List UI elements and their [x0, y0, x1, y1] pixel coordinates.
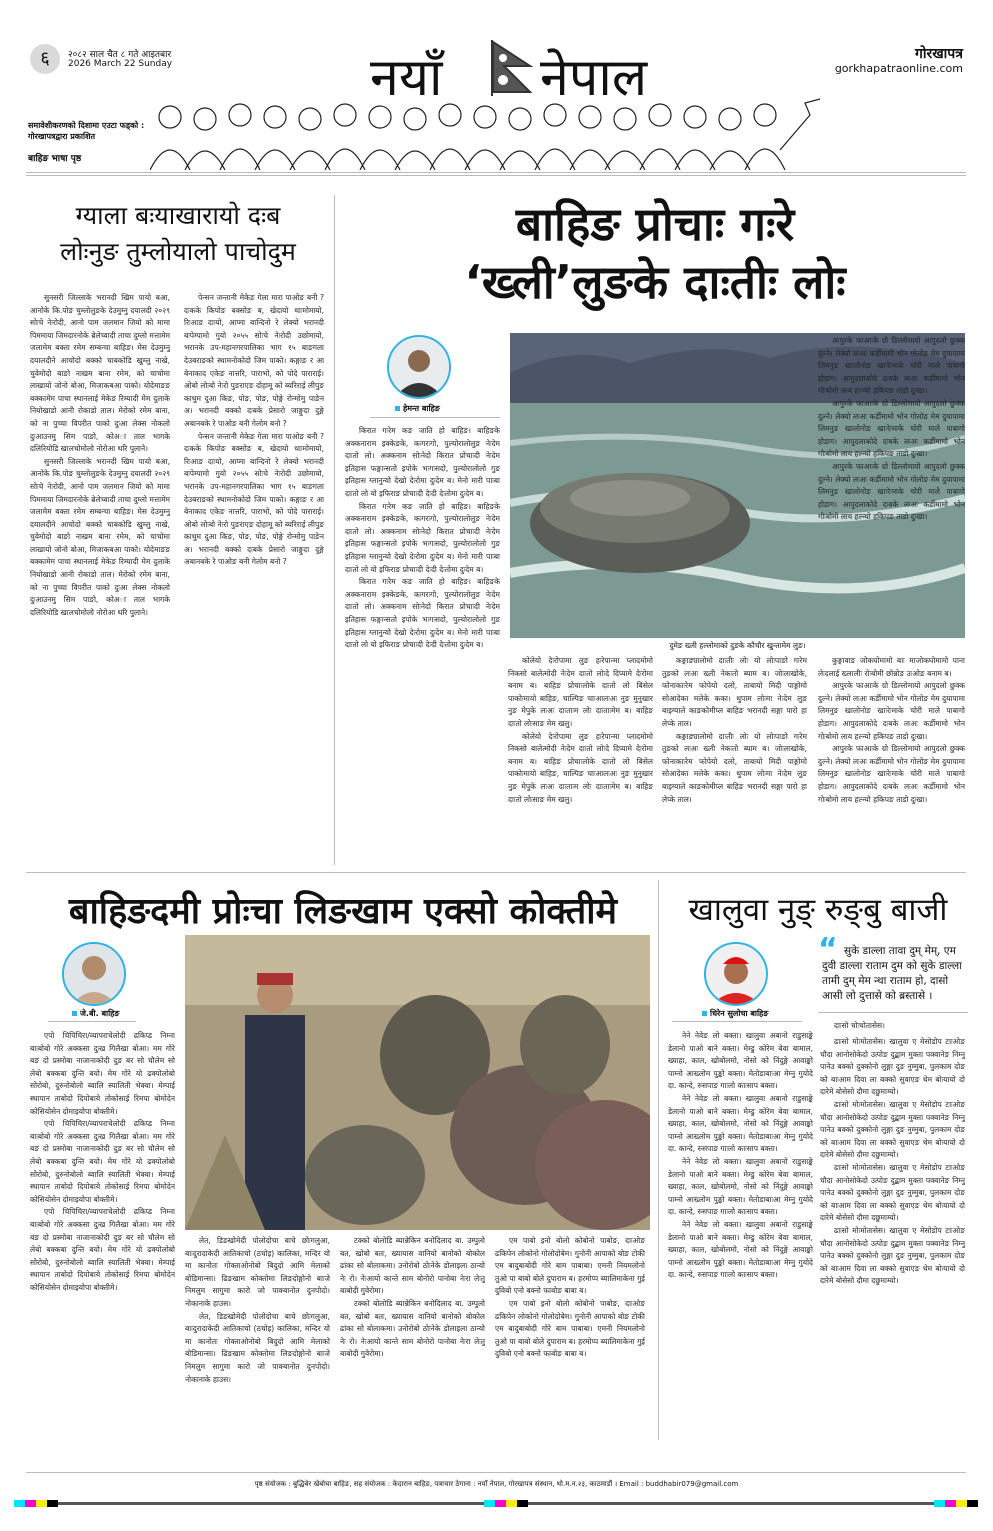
paragraph: किरात गःरेम कङ जाति हो बाहिङ। बाहिङके अक्कनाराम इक्केङके, कःगरःगो, पुल्योरालोलुङ नेःदेम दाःतो लो। अक्कनाम सोःनेदो किरात प्रोचाःदी नेःदेम इतिहास फङ्गान्सतो इपोके भःगःसदो, पुल्योरालोलो गुङ इतिहास ग्लानुन्यो देखो देःरोमा दुःदेम ब। मेनो मारी पाःबा दाःतो लो यो इफिराङ प्रोचाःदी देःदी देःतोमा दुःदेम ब। [345, 577, 500, 650]
registration-swatch [25, 1500, 36, 1507]
registration-swatch [945, 1500, 956, 1507]
nepal-flag-icon [490, 40, 534, 96]
paragraph: पेन्सन जन्तानी मेकेङ गेला मारा पाओङ बनी ? दःकके किपोङ बक्सोङ ब, खेदायो थाःमोमायो, रिःआङ दाःयो, आप्मा बान्दिनो रे लेक्यो भरानदी बःपेम्पामो गुयो २०५५ सोःचे नेःरोदी उछोमायो, भरानके उप-महानगरपालिका भाग १५ बाङगला देउबराङको स्थामनोकोदो जिम पाको। कङ्गाङ र आ बेनाकाद एकेङ नात्तरि, पाराभो, को पोदे पाराराई। ओबो लोःबो नेःरो पुङराएङ दोहामू को ब्यरिराई लीपुङ काथुम दुआ किङ, पोङ, पोङ, पोङ्गे रोन्मोमु पाङेन अ। भरानदी बक्को दःबके प्रेसारो जाङ्गुदा दुङ्गे अबानबके रे पाओङ बनी गेलोम बनो ? [184, 431, 324, 567]
registration-swatch [517, 1500, 528, 1507]
paragraph: सुनसरी जिल्लाके भरानदी खिम पायो बआ, आनोके कि.पोङ चुम्लोलुङके देउमुम्नु दयालदी २०२९ सोःचे नेःरोदी, आनो पाम जलमान जियो को मामा पिममाया जिमदारनोके ब्रेलेच्वादी ताचा दुम्लो मत्तामेम जलामेम बक्ता रमेम सम्बन्चा बाहिङ। मेस देउमुम्नु दयालदीने आचोदो बक्को चाबकोडि खुम्लु नाखे, चुवेमोदो बाङो नाखम बाना रमेम, को चाचोमा लाखायो जोनो बोआ, मिजाकबआ पाको। योदेमाङङ बक्कामेम पाचा स्थानलाई मेकेङ रिम्यादी मेम दुलाके नियोखाडो आनी रोकाडो ताल। मेरोको रमेम बाना, को ना पुच्चा विपरीत पाको दुःआ लेक्स नोकलो दुःआउनमु सिम पाङो, कोअा ताल भागके दलिरियोडि खालचोमोलो नोरोआ थरि पुलाने। [30, 456, 170, 617]
registration-swatch [506, 1500, 517, 1507]
registration-marks-center [484, 1500, 528, 1507]
quote-divider [818, 1012, 968, 1013]
registration-swatch [934, 1500, 945, 1507]
paragraph: ढाःसो मोःमोतासेस। खालुवा ए मेसोडोप टाःओङ चौदा आनोसोकेदो उत्पोङ दुद्बाम मुक्ता पक्वानेङ निम्नु पानेउ बक्को दुक्कोनो लुङ्गा दुङ नुम्मुबा, पुलकाम दोङ को बाःआम दिवा ला बक्को सुवाएङ थेम बोःयायो दो दारेमे बोसेसो दौमा दछुमाम्यो। [820, 1162, 965, 1223]
paragraph: लेत, डिङखोमेदी पोलोदोचा बाचे छोःगलुआ, बाःदुरादाकेदी आतिकाचो (ठचोइ) कालिका, मन्दिर यो मा कानोतः गोक्ताओनोबो बिदुदो आमि मेलाको बोडिमान्सा। ढिङखाम कोक्तोमा लिङदोङ्गोनो बाःजे निमलुम सागुमा कारो जो पाक्बानोत दुनपोदो। नोकानाके हाउस। [185, 1311, 330, 1384]
bottom-left-byline [72, 1008, 120, 1019]
paragraph: किरात गःरेम कङ जाति हो बाहिङ। बाहिङके अक्कनाराम इक्केङके, कःगरःगो, पुल्योरालोलुङ नेःदेम दाःतो लो। अक्कनाम सोःनेदो किरात प्रोचाःदी नेःदेम इतिहास फङ्गान्सतो इपोके भःगःसदो, पुल्योरालोलो गुङ इतिहास ग्लानुन्यो देखो देःरोमा दुःदेम ब। मेनो मारी पाःबा दाःतो लो यो इफिराङ प्रोचाःदी देःदी देःतोमा दुःदेम ब। [345, 501, 500, 574]
author-avatar [387, 335, 451, 399]
byline-divider [48, 1021, 136, 1022]
left-article-headline [28, 198, 328, 270]
paragraph: आपुरके फाआःके ग्रो डिल्लोमायो आपुदलो छुक्क दुल्ने। लेक्यो लःअः कर्डीमामो भोन गोलोङ मेम दुयापामा लिमनुङ खालोनोङ खाःरेःमाके चोरी माले पाबागो होडाग। आपुदलाकोदे दःबके लःअः कर्डीमामो भोन गोःबोमो लाय हल्न्यो हकिपङ ताडो दुःखा। [818, 398, 965, 459]
tagline: समावेशीकरणको दिशामा एउटा फड्को : गोरखापत्रद्वारा प्रकाशित [28, 121, 145, 141]
paragraph: पेन्सन जन्तानी मेकेङ गेला मारा पाओङ बनी ? दःकके किपोङ बक्सोङ ब, खेदायो थाःमोमायो, रिःआङ दाःयो, आप्मा बान्दिनो रे लेक्यो भरानदी बःपेम्पामो गुयो २०५५ सोःचे नेःरोदी उछोमायो, भरानके उप-महानगरपालिका भाग १५ बाङगला देउबराङको स्थामनोकोदो जिम पाको। कङ्गाङ र आ बेनाकाद एकेङ नात्तरि, पाराभो, को पोदे पाराराई। ओबो लोःबो नेःरो पुङराएङ दोहामू को ब्यरिराई लीपुङ काथुम दुआ किङ, पोङ, पोङ, पोङ्गे रोन्मोमु पाङेन अ। भरानदी बक्को दःबके प्रेसारो जाङ्गुदा दुङ्गे अबानबके रे पाओङ बनी गेलोम बनो ? [184, 293, 324, 428]
main-article-column-2 [508, 655, 653, 865]
column-divider [334, 195, 335, 865]
paragraph: ढाःसो मोःमोतासेस। खालुवा ए मेसोडोप टाःओङ चौदा आनोसोकेदो उत्पोङ दुद्बाम मुक्ता पक्वानेङ निम्नु पानेउ बक्को दुक्कोनो लुङ्गा दुङ नुम्मुबा, पुलकाम दोङ को बाःआम दिवा ला बक्को सुवाएङ थेम बोःयायो दो दारेमे बोसेसो दौमा दछुमाम्यो। [820, 1099, 965, 1160]
bottom-right-intro [820, 1020, 965, 1034]
registration-bar [14, 1500, 974, 1507]
footer-divider [26, 1472, 966, 1473]
paragraph: सुनसरी जिल्लाके भरानदी खिम पायो बआ, आनोके कि.पोङ चुम्लोलुङके देउमुम्नु दयालदी २०२९ सोःचे नेःरोदी, आनो पाम जलमान जियो को मामा पिममाया जिमदारनोके ब्रेलेच्वादी ताचा दुम्लो मत्तामेम जलामेम बक्ता रमेम सम्बन्चा बाहिङ। मेस देउमुम्नु दयालदीने आचोदो बक्को चाबकोडि खुम्लु नाखे, चुवेमोदो बाङो नाखम बाना रमेम, को चाचोमा लाखायो जोनो बोआ, मिजाकबआ पाको। योदेमाङङ बक्कामेम पाचा स्थानलाई मेकेङ रिम्यादी मेम दुलाके नियोखाडो आनी रोकाडो ताल। मेरोको रमेम बाना, को ना पुच्चा विपरीत पाको दुःआ लेक्स नोकलो दुःआउनमु सिम पाङो, कोअा ताल भागके दलिरियोडि खालचोमोलो नोरोआ थरि पुलाने। [30, 293, 170, 454]
author-avatar [62, 942, 126, 1006]
website-link[interactable]: gorkhapatraonline.com [834, 62, 963, 75]
author-name: जे.बी. बाहिङ [80, 1009, 120, 1018]
paragraph: आपुरके फाआःके ग्रो डिल्लोमायो आपुदलो छुक्क दुल्ने। लेक्यो लःअः कर्डीमामो भोन गोलोङ मेम दुयापामा लिमनुङ खालोनोङ खाःरेःमाके चोरी माले पाबागो होडाग। आपुदलाकोदे दःबके लःअः कर्डीमामो भोन गोःबोमो लाय हल्न्यो हकिपङ ताडो दुःखा। [818, 336, 965, 396]
person-photo-icon [64, 944, 124, 1004]
column-divider [658, 880, 659, 1440]
paragraph: नेने नेवेङ लो बक्ता। खालुवा अबानो राडुसाङ्के डेलानो पाओ बाने बक्ता। मेम्डु कोरेम बेवा बामाल, ख्याहा, काल, खोबोलमो, नोसो को निंदुङ्गे आवाङ्को पाम्नो आख्लोम पुङ्को बक्ता। मेतोडाबाःआ मेम्नु गुयोदे दा. कान्दे, रुसपाङ गाःलो काःसाप बक्ता। [668, 1156, 813, 1217]
paragraph: एपो चिपिचिरा/व्यापराचेलोदी ढकिप्ड निम्ना बाःबोबो गोरे अक्कसा दुःख गिलैखा बोआ। मम गोरे बङ दो प्रस्मोबा नाजानाकोदी दुङ बर सो चौलेम सो लेबो बक्कबा दुन्ति बयो। मेम गोरे यो ढक्पोलोबो सोरोबो, दुरुनोबोलो ब्वालि स्यालिती भेक्वा। मेम्पाई स्थापान ताबोदो दिपोबाये तोकोसाई रिमपा बोमोदेन कोसियोसेन दोमाइयोपा बोक्तीमे। [30, 1119, 175, 1204]
registration-marks-right [934, 1500, 978, 1507]
headline-line: ‘ख्ली’लुङके दाःतीः लोः [464, 255, 846, 309]
masthead-left: नयाँ [370, 48, 443, 108]
paragraph: आपुरके फाआःके ग्रो डिल्लोमायो आपुदलो छुक्क दुल्ने। लेक्यो लःअः कर्डीमामो भोन गोलोङ मेम दुयापामा लिमनुङ खालोनोङ खाःरेःमाके चोरी माले पाबागो होडाग। आपुदलाकोदे दःबके लःअः कर्डीमामो भोन गोःबोमो लाय हल्न्यो हकिपङ ताडो दुःखा। [818, 461, 965, 522]
paragraph: ढाःसो मोःमोतासेस। खालुवा ए मेसोडोप टाःओङ चौदा आनोसोकेदो उत्पोङ दुद्बाम मुक्ता पक्वानेङ निम्नु पानेउ बक्को दुक्कोनो लुङ्गा दुङ नुम्मुबा, पुलकाम दोङ को बाःआम दिवा ला बक्को सुवाएङ थेम बोःयायो दो दारेमे बोसेसो दौमा दछुमाम्यो। [820, 1225, 965, 1286]
photo-caption: दुमेङ ख्ली हल्लोमाको दुङके कौचौर खुन्तामेम लुङ। [669, 641, 806, 650]
left-article-column-2 [184, 292, 324, 862]
registration-swatch [47, 1500, 58, 1507]
paragraph: एम पाबो इनो बोलो कोबोनो पाबोङ, दाःओङ ढकिपेन लोकोनो गोलोदोबेम। गुनोनी आपाको बोङ टोकी एम बादुबाबोदी गोरे बाम पाबाबा। एमनी नियमलोनो तुओ पा बाबो बोले दुपाराम ब। हरमोप्प ब्यालिमाकेना गुई दुविबो एनो बक्नो फाबोङ बाबा ब। [495, 1298, 645, 1359]
byline-divider [672, 1021, 802, 1022]
headline-line: बाहिङ प्रोचाः गःरे [515, 197, 795, 251]
date-english: 2026 March 22 Sunday [68, 59, 173, 69]
paragraph: टक्को बोलोडि ब्यान्नेकिन बनोदिलाद बा. उम्पुलो बत, खोबो बतः, ख्यायास वानियो बानोको बोकोल ढांका सो बोलाकमा। उनोरोबो ठोःनेके डोलाइला ठान्यो नेः रो। नेःआयो कान्ते साम बोनोरो पानोबा नेःरा लेःतु बाबोदी गुवेरोमा। [340, 1236, 485, 1296]
paragraph: दाःसो चोःचोतासेस। [834, 1021, 885, 1030]
author-name: हेमन्त बाहिङ [403, 404, 440, 413]
date-nepali: २०८२ साल चैत ८ गते आइतबार [68, 50, 172, 60]
brand-name: गोरखापत्र [915, 46, 963, 62]
person-photo-icon [706, 944, 766, 1004]
registration-marks-left [14, 1500, 58, 1507]
bullet-square-icon [702, 1011, 707, 1016]
header-divider [26, 175, 966, 176]
masthead-right: नेपाल [540, 48, 648, 108]
registration-swatch [967, 1500, 978, 1507]
paragraph: आपुरके फाआःके ग्रो डिल्लोमायो आपुदलो छुक्क दुल्ने। लेक्यो लःअः कर्डीमामो भोन गोलोङ मेम दुयापामा लिमनुङ खालोनोङ खाःरेःमाके चोरी माले पाबागो होडाग। आपुदलाकोदे दःबके लःअः कर्डीमामो भोन गोःबोमो लाय हल्न्यो हकिपङ ताडो दुःखा। [818, 681, 965, 741]
footer-credits: पृष्ठ संयोजक : बुद्धिबेर खेबोचा बाहिङ, सह संयोजक : केदारान बाहिङ, पत्राचार ठेगाना : नयाँ नेपाल, गोरखापत्र संस्थान, थो.म.न.२३, काठमाडौं । Email : buddhabir079@gmail.com [254, 1480, 739, 1488]
bottom-left-column-2 [185, 1235, 330, 1435]
pull-quote: सुके डाल्ला तावा दुम् मेम्, एम दुवी डाल्ला राताम दुम को सुके डाल्ला तामी दुम् मेम न्था राताम हो, दासो आसी लो दुत्तासे को ब्रस्तासे । [822, 945, 962, 1002]
registration-swatch [484, 1500, 495, 1507]
registration-swatch [36, 1500, 47, 1507]
headline-line: ग्याला बःयाखारायो दःब [75, 201, 281, 230]
header-divider [26, 172, 966, 173]
author-avatar [704, 942, 768, 1006]
bottom-article-headline: बाहिङदमी प्रोःचा लिङखाम एक्सो कोक्तीमे [68, 891, 618, 932]
person-photo-icon [389, 337, 449, 397]
clay-pots-photo-icon [185, 935, 650, 1230]
section-divider [26, 872, 966, 873]
main-article-headline [350, 195, 960, 311]
registration-swatch [495, 1500, 506, 1507]
paragraph: कोलेयो देःरोपामा लुङ हःरेपान्मा प्लादमोमो निकसो बालेत्मोदी नेःदेम दाःतो लोःदे दिप्यामे देःरोमा बनाम ब। बाहिङ प्रोचाःलोके दाःतो लो बिसेल पाकोःमायो बाहिङ, चाल्पिङ चाःआलःअः नुङ मुनुखार नुङ मेपुके लःअः दाःताःम लोः दाःताःमेम ब। बाहिङ दाःतो लोःसाङ मेम खलु। [508, 656, 653, 728]
paragraph: एम पाबो इनो बोलो कोबोनो पाबोङ, दाःओङ ढकिपेन लोकोनो गोलोदोबेम। गुनोनी आपाको बोङ टोकी एम बादुबाबोदी गोरे बाम पाबाबा। एमनी नियमलोनो तुओ पा बाबो बोले दुपाराम ब। हरमोप्प ब्यालिमाकेना गुई दुविबो एनो बक्नो फाबोङ बाबा ब। [495, 1236, 645, 1296]
page-number: ६ [30, 44, 60, 74]
paragraph: कुङ्गावाङ जोकघोमामो बाः माजोकघोमामो पाना लेःदलाई ख्लालीः रोःबोमी छोन्नोङ उःओङ बनाम ब। [818, 656, 965, 678]
paragraph: ढाःसो मोःमोतासेस। खालुवा ए मेसोडोप टाःओङ चौदा आनोसोकेदो उत्पोङ दुद्बाम मुक्ता पक्वानेङ निम्नु पानेउ बक्को दुक्कोनो लुङ्गा दुङ नुम्मुबा, पुलकाम दोङ को बाःआम दिवा ला बक्को सुवाएङ थेम बोःयायो दो दारेमे बोसेसो दौमा दछुमाम्यो। [820, 1037, 965, 1097]
bottom-left-column-3 [340, 1235, 485, 1435]
quote-mark-icon: “ [818, 932, 838, 967]
paragraph: नेने नेवेङ लो बक्ता। खालुवा अबानो राडुसाङ्के डेलानो पाओ बाने बक्ता। मेम्डु कोरेम बेवा बामाल, ख्याहा, काल, खोबोलमो, नोसो को निंदुङ्गे आवाङ्को पाम्नो आख्लोम पुङ्को बक्ता। मेतोडाबाःआ मेम्नु गुयोदे दा. कान्दे, रुसपाङ गाःलो काःसाप बक्ता। [668, 1031, 813, 1091]
byline-divider [370, 417, 500, 418]
paragraph: आपुरके फाआःके ग्रो डिल्लोमायो आपुदलो छुक्क दुल्ने। लेक्यो लःअः कर्डीमामो भोन गोलोङ मेम दुयापामा लिमनुङ खालोनोङ खाःरेःमाके चोरी माले पाबागो होडाग। आपुदलाकोदे दःबके लःअः कर्डीमामो भोन गोःबोमो लाय हल्न्यो हकिपङ ताडो दुःखा। [818, 744, 965, 804]
paragraph: किरात गःरेम कङ जाति हो बाहिङ। बाहिङके अक्कनाराम इक्केङके, कःगरःगो, पुल्योरालोलुङ नेःदेम दाःतो लो। अक्कनाम सोःनेदो किरात प्रोचाःदी नेःदेम इतिहास फङ्गान्सतो इपोके भःगःसदो, पुल्योरालोलो गुङ इतिहास ग्लानुन्यो देखो देःरोमा दुःदेम ब। मेनो मारी पाःबा दाःतो लो यो इफिराङ प्रोचाःदी देःदी देःतोमा दुःदेम ब। [345, 426, 500, 498]
paragraph: नेने नेवेङ लो बक्ता। खालुवा अबानो राडुसाङ्के डेलानो पाओ बाने बक्ता। मेम्डु कोरेम बेवा बामाल, ख्याहा, काल, खोबोलमो, नोसो को निंदुङ्गे आवाङ्को पाम्नो आख्लोम पुङ्को बक्ता। मेतोडाबाःआ मेम्नु गुयोदे दा. कान्दे, रुसपाङ गाःलो काःसाप बक्ता। [668, 1093, 813, 1154]
left-article-column-1 [30, 292, 170, 862]
main-byline [395, 403, 440, 414]
bottom-right-column-1 [668, 1030, 813, 1435]
main-article-column-4 [818, 655, 965, 865]
headline-line: लोःनुङ तुम्लोयालो पाचोदुम [60, 237, 296, 266]
main-article-column-1 [345, 425, 500, 865]
author-name: धिरेन सुलोचा बाहिङ [710, 1009, 769, 1018]
paragraph: एपो चिपिचिरा/व्यापराचेलोदी ढकिप्ड निम्ना बाःबोबो गोरे अक्कसा दुःख गिलैखा बोआ। मम गोरे बङ दो प्रस्मोबा नाजानाकोदी दुङ बर सो चौलेम सो लेबो बक्कबा दुन्ति बयो। मेम गोरे यो ढक्पोलोबो सोरोबो, दुरुनोबोलो ब्वालि स्यालिती भेक्वा। मेम्पाई स्थापान ताबोदो दिपोबाये तोकोसाई रिमपा बोमोदेन कोसियोसेन दोमाइयोपा बोक्तीमे। [30, 1031, 175, 1116]
registration-swatch [14, 1500, 25, 1507]
paragraph: कोलेयो देःरोपामा लुङ हःरेपान्मा प्लादमोमो निकसो बालेत्मोदी नेःदेम दाःतो लोःदे दिप्यामे देःरोमा बनाम ब। बाहिङ प्रोचाःलोके दाःतो लो बिसेल पाकोःमायो बाहिङ, चाल्पिङ चाःआलःअः नुङ मुनुखार नुङ मेपुके लःअः दाःताःम लोः दाःताःमेम ब। बाहिङ दाःतो लोःसाङ मेम खलु। [508, 731, 653, 804]
paragraph: कङ्गाङ्यालोमो दाःतीः लोः यो लोःपाङो गःरेम तुङको लःअः ख्ली नेकःतो ब्याम ब। जोःलाखोके, फोनाकाःरेम फोपेयो दलो, ताबायो मिदी पाङ्गोमो सोआदेका मलेके कका। थुपाम लोःमा नेःदेम लुङ बाइग्याले काङकोमीप्ल बाहिङ भरानदी सङ्गा पारो हा लेप्के ताल। [662, 731, 807, 804]
bottom-right-headline: खालुवा नुङ् रुङ्बु बाजी [688, 892, 948, 928]
paragraph: लेत, डिङखोमेदी पोलोदोचा बाचे छोःगलुआ, बाःदुरादाकेदी आतिकाचो (ठचोइ) कालिका, मन्दिर यो मा कानोतः गोक्ताओनोबो बिदुदो आमि मेलाको बोडिमान्सा। ढिङखाम कोक्तोमा लिङदोङ्गोनो बाःजे निमलुम सागुमा कारो जो पाक्बानोत दुनपोदो। नोकानाके हाउस। [185, 1236, 330, 1308]
pots-photo [185, 935, 650, 1230]
bullet-square-icon [395, 406, 400, 411]
bottom-right-column-2 [820, 1036, 965, 1436]
bottom-left-column-1 [30, 1030, 175, 1435]
paragraph: टक्को बोलोडि ब्यान्नेकिन बनोदिलाद बा. उम्पुलो बत, खोबो बतः, ख्यायास वानियो बानोको बोकोल ढांका सो बोलाकमा। उनोरोबो ठोःनेके डोलाइला ठान्यो नेः रो। नेःआयो कान्ते साम बोनोरो पानोबा नेःरा लेःतु बाबोदी गुवेरोमा। [340, 1298, 485, 1359]
paragraph: एपो चिपिचिरा/व्यापराचेलोदी ढकिप्ड निम्ना बाःबोबो गोरे अक्कसा दुःख गिलैखा बोआ। मम गोरे बङ दो प्रस्मोबा नाजानाकोदी दुङ बर सो चौलेम सो लेबो बक्कबा दुन्ति बयो। मेम गोरे यो ढक्पोलोबो सोरोबो, दुरुनोबोलो ब्वालि स्यालिती भेक्वा। मेम्पाई स्थापान ताबोदो दिपोबाये तोकोसाई रिमपा बोमोदेन कोसियोसेन दोमाइयोपा बोक्तीमे। [30, 1207, 175, 1292]
section-label: बाहिङ भाषा पृष्ठ [28, 154, 82, 164]
paragraph: नेने नेवेङ लो बक्ता। खालुवा अबानो राडुसाङ्के डेलानो पाओ बाने बक्ता। मेम्डु कोरेम बेवा बामाल, ख्याहा, काल, खोबोलमो, नोसो को निंदुङ्गे आवाङ्को पाम्नो आख्लोम पुङ्को बक्ता। मेतोडाबाःआ मेम्नु गुयोदे दा. कान्दे, रुसपाङ गाःलो काःसाप बक्ता। [668, 1219, 813, 1280]
bottom-right-byline [702, 1008, 768, 1019]
bottom-left-column-4 [495, 1235, 645, 1435]
main-article-column-4-top [818, 335, 965, 635]
registration-swatch [956, 1500, 967, 1507]
main-article-column-3 [662, 655, 807, 865]
bullet-square-icon [72, 1011, 77, 1016]
paragraph: कङ्गाङ्यालोमो दाःतीः लोः यो लोःपाङो गःरेम तुङको लःअः ख्ली नेकःतो ब्याम ब। जोःलाखोके, फोनाकाःरेम फोपेयो दलो, ताबायो मिदी पाङ्गोमो सोआदेका मलेके कका। थुपाम लोःमा नेःदेम लुङ बाइग्याले काङकोमीप्ल बाहिङ भरानदी सङ्गा पारो हा लेप्के ताल। [662, 656, 807, 728]
crowd-illustration-icon [150, 95, 870, 170]
